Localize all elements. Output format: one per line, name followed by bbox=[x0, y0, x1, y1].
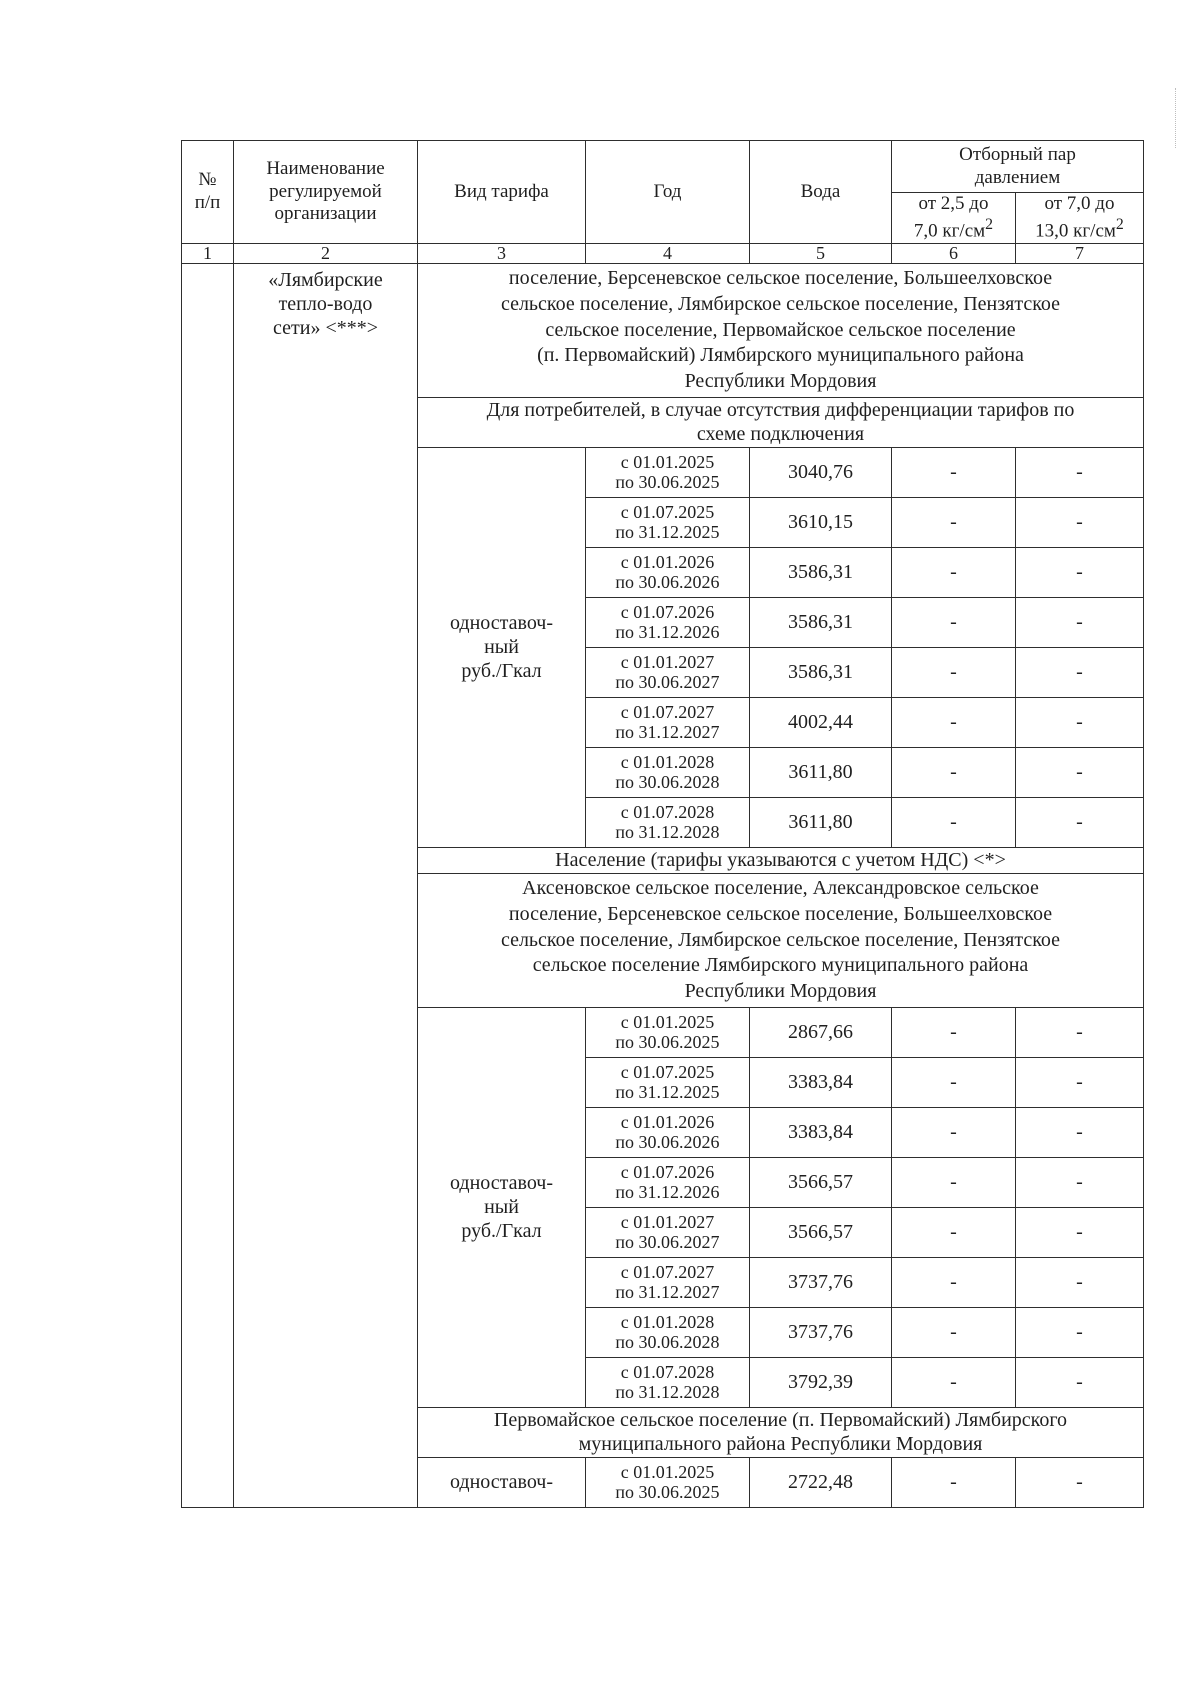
section-1-settlements: поселение, Берсеневское сельское поселение, Большеелховское сельское поселение, Лямбирское сельское поселение, Пензятское сельское поселение, Первомайское сельское поселение (п. Первомайский) Лямбирского муниципального района Республики Мордовия bbox=[418, 263, 1144, 397]
header-steam-2-5-7-sup: 2 bbox=[985, 215, 994, 233]
water-value-cell: 3383,84 bbox=[750, 1107, 892, 1157]
water-value-cell: 3611,80 bbox=[750, 747, 892, 797]
period-cell: с 01.07.2025 по 31.12.2025 bbox=[586, 497, 750, 547]
water-value-cell: 3566,57 bbox=[750, 1207, 892, 1257]
header-water: Вода bbox=[750, 141, 892, 244]
steam-7-13-value-cell: - bbox=[1016, 497, 1144, 547]
water-value-cell: 3383,84 bbox=[750, 1057, 892, 1107]
document-sheet bbox=[181, 140, 1144, 1508]
column-number: 1 bbox=[182, 243, 234, 263]
steam-2-5-7-value-cell: - bbox=[892, 647, 1016, 697]
period-cell: с 01.01.2028 по 30.06.2028 bbox=[586, 747, 750, 797]
column-number: 6 bbox=[892, 243, 1016, 263]
water-value-cell: 3792,39 bbox=[750, 1357, 892, 1407]
period-cell: с 01.07.2027 по 31.12.2027 bbox=[586, 1257, 750, 1307]
header-steam-group: Отборный пар давлением bbox=[892, 141, 1144, 193]
header-steam-7-13 bbox=[1016, 193, 1144, 244]
steam-7-13-value-cell: - bbox=[1016, 1457, 1144, 1507]
steam-7-13-value-cell: - bbox=[1016, 647, 1144, 697]
steam-2-5-7-value-cell: - bbox=[892, 1007, 1016, 1057]
header-year: Год bbox=[586, 141, 750, 244]
period-cell: с 01.07.2028 по 31.12.2028 bbox=[586, 797, 750, 847]
steam-7-13-value-cell: - bbox=[1016, 1007, 1144, 1057]
steam-7-13-value-cell: - bbox=[1016, 597, 1144, 647]
period-cell: с 01.07.2028 по 31.12.2028 bbox=[586, 1357, 750, 1407]
header-tariff-kind: Вид тарифа bbox=[418, 141, 586, 244]
steam-2-5-7-value-cell: - bbox=[892, 697, 1016, 747]
steam-2-5-7-value-cell: - bbox=[892, 1057, 1016, 1107]
steam-7-13-value-cell: - bbox=[1016, 1257, 1144, 1307]
steam-2-5-7-value-cell: - bbox=[892, 1157, 1016, 1207]
water-value-cell: 2722,48 bbox=[750, 1457, 892, 1507]
period-cell: с 01.07.2026 по 31.12.2026 bbox=[586, 1157, 750, 1207]
steam-2-5-7-value-cell: - bbox=[892, 797, 1016, 847]
column-number: 5 bbox=[750, 243, 892, 263]
steam-2-5-7-value-cell: - bbox=[892, 747, 1016, 797]
water-value-cell: 3586,31 bbox=[750, 547, 892, 597]
period-cell: с 01.01.2025 по 30.06.2025 bbox=[586, 1007, 750, 1057]
header-steam-2-5-7 bbox=[892, 193, 1016, 244]
steam-7-13-value-cell: - bbox=[1016, 547, 1144, 597]
steam-2-5-7-value-cell: - bbox=[892, 1307, 1016, 1357]
steam-2-5-7-value-cell: - bbox=[892, 1107, 1016, 1157]
period-cell: с 01.07.2025 по 31.12.2025 bbox=[586, 1057, 750, 1107]
steam-2-5-7-value-cell: - bbox=[892, 547, 1016, 597]
scan-artifact bbox=[1175, 88, 1178, 148]
period-cell: с 01.07.2027 по 31.12.2027 bbox=[586, 697, 750, 747]
water-value-cell: 3611,80 bbox=[750, 797, 892, 847]
section-2-settlements: Аксеновское сельское поселение, Александровское сельское поселение, Берсеневское сельское поселение, Большеелховское сельское поселение, Лямбирское сельское поселение, Пензятское сельское поселение Лямбирского муниципального района Республики Мордовия bbox=[418, 873, 1144, 1007]
header-organization: Наименование регулируемой организации bbox=[234, 141, 418, 244]
water-value-cell: 3566,57 bbox=[750, 1157, 892, 1207]
steam-2-5-7-value-cell: - bbox=[892, 497, 1016, 547]
row-number-cell bbox=[182, 263, 234, 1507]
steam-7-13-value-cell: - bbox=[1016, 797, 1144, 847]
steam-7-13-value-cell: - bbox=[1016, 1307, 1144, 1357]
steam-2-5-7-value-cell: - bbox=[892, 1257, 1016, 1307]
period-cell: с 01.01.2027 по 30.06.2027 bbox=[586, 647, 750, 697]
steam-7-13-value-cell: - bbox=[1016, 1157, 1144, 1207]
steam-7-13-value-cell: - bbox=[1016, 1207, 1144, 1257]
period-cell: с 01.01.2025 по 30.06.2025 bbox=[586, 447, 750, 497]
period-cell: с 01.01.2027 по 30.06.2027 bbox=[586, 1207, 750, 1257]
water-value-cell: 3040,76 bbox=[750, 447, 892, 497]
period-cell: с 01.01.2026 по 30.06.2026 bbox=[586, 547, 750, 597]
column-number: 3 bbox=[418, 243, 586, 263]
steam-7-13-value-cell: - bbox=[1016, 1057, 1144, 1107]
organization-name: «Лямбирские тепло-водо сети» <***> bbox=[234, 263, 418, 1507]
steam-7-13-value-cell: - bbox=[1016, 1357, 1144, 1407]
population-title: Население (тарифы указываются с учетом НДС) <*> bbox=[418, 847, 1144, 873]
section-1-subtitle: Для потребителей, в случае отсутствия дифференциации тарифов по схеме подключения bbox=[418, 397, 1144, 447]
header-steam-7-13-sup: 2 bbox=[1115, 215, 1124, 233]
water-value-cell: 3737,76 bbox=[750, 1307, 892, 1357]
column-number: 4 bbox=[586, 243, 750, 263]
steam-7-13-value-cell: - bbox=[1016, 447, 1144, 497]
water-value-cell: 3586,31 bbox=[750, 647, 892, 697]
steam-7-13-value-cell: - bbox=[1016, 697, 1144, 747]
period-cell: с 01.07.2026 по 31.12.2026 bbox=[586, 597, 750, 647]
steam-2-5-7-value-cell: - bbox=[892, 447, 1016, 497]
steam-2-5-7-value-cell: - bbox=[892, 1357, 1016, 1407]
period-cell: с 01.01.2028 по 30.06.2028 bbox=[586, 1307, 750, 1357]
steam-7-13-value-cell: - bbox=[1016, 1107, 1144, 1157]
tariff-kind-cell: одноставоч- ный руб./Гкал bbox=[418, 447, 586, 847]
period-cell: с 01.01.2026 по 30.06.2026 bbox=[586, 1107, 750, 1157]
column-numbers-row bbox=[182, 243, 1144, 263]
column-number: 2 bbox=[234, 243, 418, 263]
column-number: 7 bbox=[1016, 243, 1144, 263]
steam-2-5-7-value-cell: - bbox=[892, 597, 1016, 647]
steam-7-13-value-cell: - bbox=[1016, 747, 1144, 797]
steam-2-5-7-value-cell: - bbox=[892, 1457, 1016, 1507]
section-3-settlements: Первомайское сельское поселение (п. Первомайский) Лямбирского муниципального района Республики Мордовия bbox=[418, 1407, 1144, 1457]
water-value-cell: 3737,76 bbox=[750, 1257, 892, 1307]
tariff-kind-cell: одноставоч- ный руб./Гкал bbox=[418, 1007, 586, 1407]
water-value-cell: 2867,66 bbox=[750, 1007, 892, 1057]
tariff-kind-cell: одноставоч- bbox=[418, 1457, 586, 1507]
header-number: № п/п bbox=[182, 141, 234, 244]
tariff-table bbox=[181, 140, 1144, 1508]
steam-2-5-7-value-cell: - bbox=[892, 1207, 1016, 1257]
water-value-cell: 4002,44 bbox=[750, 697, 892, 747]
header-steam-7-13-label: от 7,0 до 13,0 кг/см bbox=[1035, 193, 1116, 242]
water-value-cell: 3586,31 bbox=[750, 597, 892, 647]
water-value-cell: 3610,15 bbox=[750, 497, 892, 547]
header-steam-2-5-7-label: от 2,5 до 7,0 кг/см bbox=[913, 193, 989, 242]
period-cell: с 01.01.2025 по 30.06.2025 bbox=[586, 1457, 750, 1507]
